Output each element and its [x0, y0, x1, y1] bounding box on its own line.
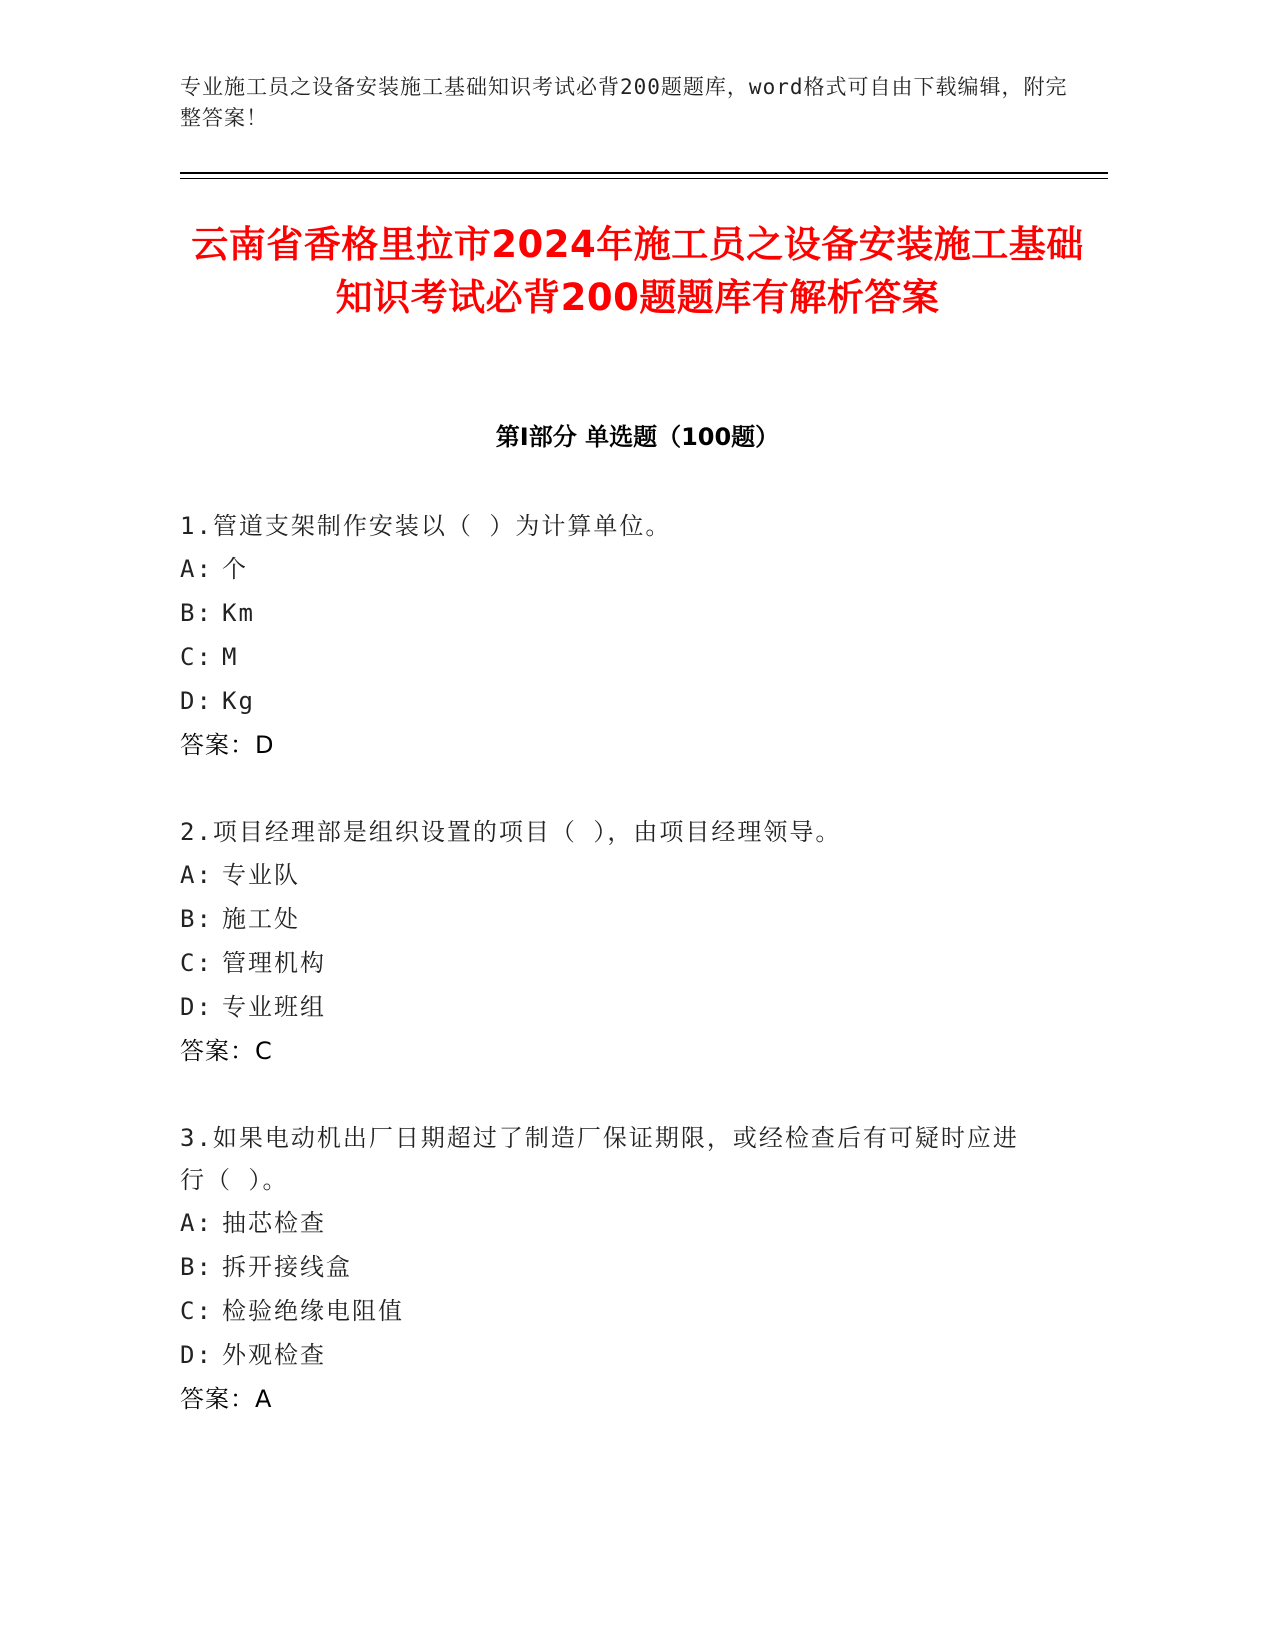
question-stem: 1.管道支架制作安装以（ ）为计算单位。: [180, 512, 672, 540]
option-text: 个: [222, 555, 248, 583]
option-text: Km: [222, 599, 255, 627]
document-title: 云南省香格里拉市2024年施工员之设备安装施工基础知识考试必背200题题库有解析答案: [191, 223, 1084, 319]
option-text: 外观检查: [222, 1341, 326, 1369]
option-a: [180, 547, 1040, 591]
option-letter: B:: [180, 905, 213, 933]
option-b: [180, 897, 1040, 941]
option-b: [180, 591, 1040, 635]
option-letter: B:: [180, 599, 213, 627]
header-note: 专业施工员之设备安装施工基础知识考试必背200题题库，word格式可自由下载编辑，附完整答案！: [180, 75, 1068, 130]
option-text: 抽芯检查: [222, 1209, 326, 1237]
option-letter: B:: [180, 1253, 213, 1281]
question-stem: 3.如果电动机出厂日期超过了制造厂保证期限，或经检查后有可疑时应进行（ ）。: [180, 1124, 1019, 1194]
option-text: M: [222, 643, 239, 671]
section-title: 第Ⅰ部分 单选题（100题）: [495, 423, 780, 451]
option-a: [180, 1201, 1040, 1245]
option-b: [180, 1245, 1040, 1289]
option-letter: D:: [180, 687, 213, 715]
option-letter: D:: [180, 993, 213, 1021]
option-c: [180, 635, 1040, 679]
option-text: 专业班组: [222, 993, 326, 1021]
option-letter: A:: [180, 1209, 213, 1237]
option-text: 施工处: [222, 905, 300, 933]
option-text: 检验绝缘电阻值: [222, 1297, 404, 1325]
question-item: [180, 505, 1040, 767]
header-divider-thin: [180, 178, 1108, 179]
option-text: 管理机构: [222, 949, 326, 977]
option-d: [180, 985, 1040, 1029]
answer-line: 答案：C: [180, 1037, 273, 1065]
option-letter: A:: [180, 861, 213, 889]
answer-line: 答案：D: [180, 731, 275, 759]
option-letter: C:: [180, 643, 213, 671]
option-c: [180, 941, 1040, 985]
option-letter: C:: [180, 1297, 213, 1325]
question-item: [180, 1117, 1040, 1421]
option-letter: D:: [180, 1341, 213, 1369]
question-item: [180, 811, 1040, 1073]
answer-line: 答案：A: [180, 1385, 273, 1413]
option-letter: C:: [180, 949, 213, 977]
header-divider-thick: [180, 172, 1108, 174]
option-text: 专业队: [222, 861, 300, 889]
option-text: 拆开接线盒: [222, 1253, 352, 1281]
option-text: Kg: [222, 687, 255, 715]
option-c: [180, 1289, 1040, 1333]
option-a: [180, 853, 1040, 897]
question-list: [180, 505, 1040, 1465]
option-d: [180, 679, 1040, 723]
question-stem: 2.项目经理部是组织设置的项目（ ），由项目经理领导。: [180, 818, 842, 846]
option-letter: A:: [180, 555, 213, 583]
option-d: [180, 1333, 1040, 1377]
